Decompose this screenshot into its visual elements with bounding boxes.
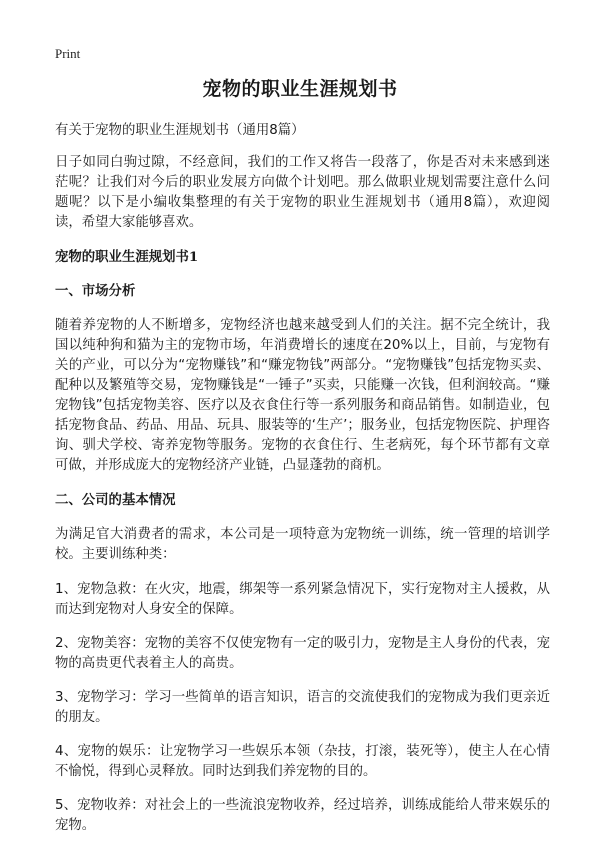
document-subtitle: 有关于宠物的职业生涯规划书（通用8篇） [55,123,305,138]
training-item: 4、宠物的娱乐：让宠物学习一些娱乐本领（杂技，打滚，装死等），使主人在心情不愉悦，得到心灵释放。同时达到我们养宠物的目的。 [55,744,550,779]
training-item: 5、宠物收养：对社会上的一些流浪宠物收养，经过培养，训练成能给人带来娱乐的宠物。 [55,798,550,833]
intro-paragraph: 日子如同白驹过隙，不经意间，我们的工作又将告一段落了，你是否对未来感到迷茫呢？让我们对今后的职业发展方向做个计划吧。那么做职业规划需要注意什么问题呢？以下是小编收集整理的有关于宠物的职业生涯规划书（通用8篇），欢迎阅读，希望大家能够喜欢。 [55,155,550,230]
section-heading-market: 一、市场分析 [55,284,136,299]
document-title: 宠物的职业生涯规划书 [202,78,398,100]
market-analysis-paragraph: 随着养宠物的人不断增多，宠物经济也越来越受到人们的关注。据不完全统计，我国以纯种狗和猫为主的宠物市场，年消费增长的速度在20%以上，目前，与宠物有关的产业，可以分为“宠物赚钱”和“赚宠物钱”两部分。“宠物赚钱”包括宠物买卖、配种以及繁殖等交易，宠物赚钱是“一锤子”买卖，只能赚一次钱，但利润较高。“赚宠物钱”包括宠物美容、医疗以及衣食住行等一系列服务和商品销售。如制造业，包括宠物食品、药品、用品、玩具、服装等的‘生产’；服务业，包括宠物医院、护理咨询、驯犬学校、寄养宠物等服务。宠物的衣食住行、生老病死，每个环节都有文章可做，并形成庞大的宠物经济产业链，凸显蓬勃的商机。 [55,318,550,473]
document-body [55,121,550,850]
company-intro-paragraph: 为满足官大消费者的需求，本公司是一项特意为宠物统一训练，统一管理的培训学校。主要训练种类： [55,527,550,562]
plan-heading: 宠物的职业生涯规划书1 [55,249,199,265]
training-item: 3、宠物学习：学习一些简单的语言知识，语言的交流使我们的宠物成为我们更亲近的朋友。 [55,690,550,725]
training-item: 2、宠物美容：宠物的美容不仅使宠物有一定的吸引力，宠物是主人身份的代表，宠物的高贵更代表着主人的高贵。 [55,636,550,671]
training-item: 1、宠物急救：在火灾，地震，绑架等一系列紧急情况下，实行宠物对主人援救，从而达到宠物对人身安全的保障。 [55,582,550,617]
section-heading-company: 二、公司的基本情况 [55,493,176,508]
print-link[interactable]: Print [55,46,81,61]
